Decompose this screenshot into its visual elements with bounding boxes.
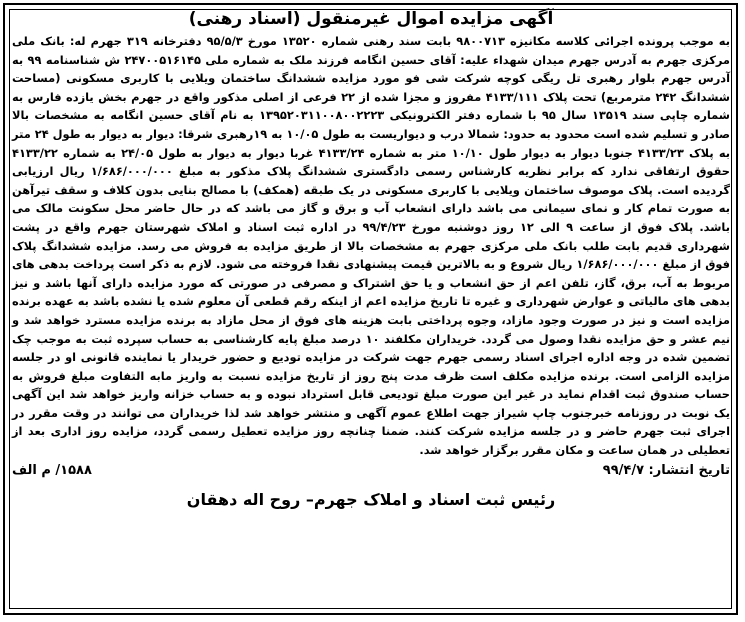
notice-footer xyxy=(12,461,730,481)
reference-code: ۱۵۸۸/ م الف xyxy=(12,462,92,478)
publish-date: تاریخ انتشار: ۹۹/۴/۷ xyxy=(602,462,730,478)
auction-notice xyxy=(12,8,730,511)
notice-body: به موجب پرونده اجرائی کلاسه مکانیزه ۹۸۰۰۷۱۳ بابت سند رهنی شماره ۱۳۵۲۰ مورخ ۹۵/۵/۳ دفترخانه ۳۱۹ جهرم له: بانک ملی مرکزی جهرم به آدرس جهرم میدان شهداء علیه: آقای حسین انگامه فرزند ملک به شماره ملی ۲۴۷۰۰۵۱۶۱۴۵ ش شناسنامه ۹۹ به آدرس جهرم بلوار رهبری تل ریگی کوچه شرکت شی فو مورد مزایده ششدانگ ساختمان ویلایی با کاربری مسکونی (مساحت ششدانگ ۲۴۲ مترمربع) تحت پلاک ۴۱۳۳/۱۱۱ مفروز و مجزا شده از ۲۲ فرعی از اصلی مذکور واقع در جهرم بخش یازده فارس به شماره چاپی سند ۱۳۵۱۹ سال ۹۵ با شماره دفتر الکترونیکی ۱۳۹۵۲۰۳۱۱۰۰۸۰۰۲۲۲۳ به نام آقای حسین انگامه به مشخصات بالا صادر و تسلیم شده است محدود به حدود: شمالا درب و دیواریست به طول ۱۰/۰۵ به ۱۹رهبری شرقا: دیوار به دیوار به طول ۲۴ متر به پلاک ۴۱۳۳/۲۳ جنوبا دیوار به دیوار طول ۱۰/۱۰ متر به شماره ۴۱۳۳/۲۴ غربا دیوار به دیوار به طول ۲۴/۰۵ به شماره ۴۱۳۳/۲۲ حقوق ارتفاقی ندارد که برابر نظریه کارشناس رسمی دادگستری ششدانگ پلاک مذکور به مبلغ ۱/۶۸۶/۰۰۰/۰۰۰ ریال ارزیابی گردیده است. پلاک موصوف ساختمان ویلایی با کاربری مسکونی در یک طبقه (همکف) با مصالح بنایی بدون کلاف و سقف تیرآهن به صورت تمام کار و نمای سیمانی می باشد دارای انشعاب آب و برق و گاز می باشد که در حال حاضر محل سکونت مالک می باشد. پلاک فوق از ساعت ۹ الی ۱۲ روز دوشنبه مورخ ۹۹/۴/۲۳ در اداره ثبت اسناد و املاک شهرستان جهرم واقع در پشت شهرداری قدیم بابت طلب بانک ملی مرکزی جهرم به مشخصات بالا از طریق مزایده به فروش می رسد. مزایده ششدانگ پلاک فوق از مبلغ ۱/۶۸۶/۰۰۰/۰۰۰ ریال شروع و به بالاترین قیمت پیشنهادی نقدا فروخته می شود. لازم به ذکر است پرداخت بدهی های مربوط به آب، برق، گاز، تلفن اعم از حق انشعاب و یا حق اشتراک و مصرفی در صورتی که مورد مزایده دارای آنها باشد و نیز بدهی های مالیاتی و عوارض شهرداری و غیره تا تاریخ مزایده اعم از اینکه رقم قطعی آن معلوم شده یا نشده باشد به عهده برنده مزایده است و نیز در صورت وجود مازاد، وجوه پرداختی بابت هزینه های فوق از محل مازاد به برنده مزایده مسترد خواهد شد و نیم عشر و حق مزایده نقدا وصول می گردد. خریداران مکلفند ۱۰ درصد مبلغ پایه کارشناسی به حساب سپرده ثبت به موجب چک تضمین شده در وجه اداره اجرای اسناد رسمی جهرم جهت شرکت در مزایده تودیع و حضور خریدار یا نماینده قانونی او در جلسه مزایده الزامی است. برنده مزایده مکلف است ظرف مدت پنج روز از تاریخ مزایده نسبت به واریز مابه التفاوت مبلغ فروش به حساب صندوق ثبت اقدام نماید در غیر این صورت مبلغ تودیعی قابل استرداد نبوده و به حساب خزانه واریز خواهد شد این آگهی یک نوبت در روزنامه خبرجنوب چاپ شیراز جهت اطلاع عموم آگهی و منتشر خواهد شد لذا خریداران می توانند در وقت مقرر در اجرای ثبت جهرم حاضر و در جلسه مزایده شرکت کنند. ضمنا چنانچه روز مزایده تعطیل رسمی گردد، مزایده روز اداری بعد از تعطیلی در همان ساعت و مکان مقرر برگزار خواهد شد. xyxy=(12,34,731,458)
notice-title: آگهی مزایده اموال غیرمنقول (اسناد رهنی) xyxy=(188,9,554,29)
signature-line: رئیس ثبت اسناد و املاک جهرم– روح اله دهقان xyxy=(186,489,556,509)
